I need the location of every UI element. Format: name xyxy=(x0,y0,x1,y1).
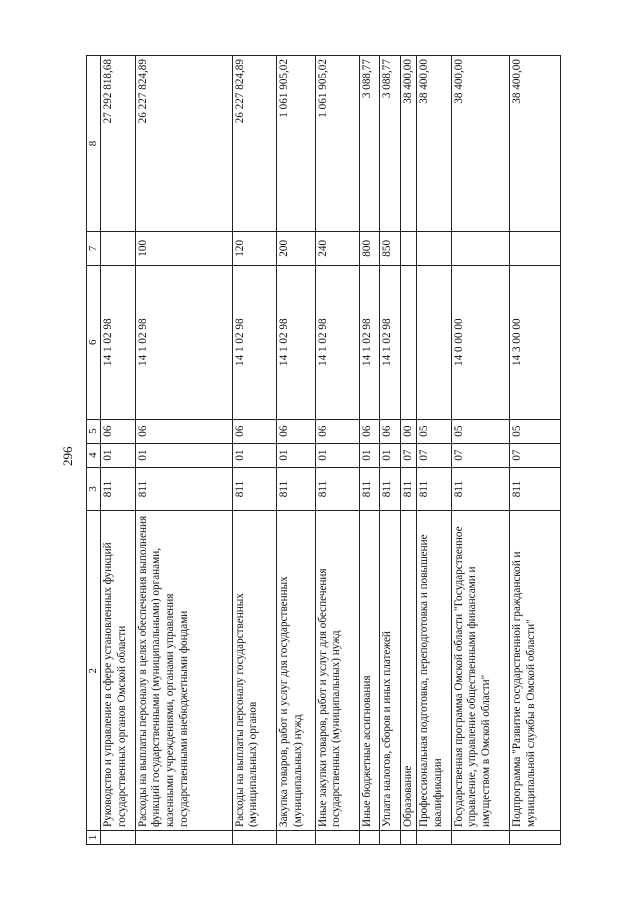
table-cell-c5: 06 xyxy=(277,419,315,443)
table-cell-c1 xyxy=(510,831,561,845)
table-cell-c6: 14 1 02 98 xyxy=(232,265,276,419)
table-cell-c7: 800 xyxy=(360,231,380,265)
table-cell-c4: 01 xyxy=(380,443,400,467)
table-cell-c5: 06 xyxy=(360,419,380,443)
table-cell-c4: 01 xyxy=(360,443,380,467)
table-row xyxy=(417,56,451,845)
table-cell-c6: 14 1 02 98 xyxy=(360,265,380,419)
table-cell-c3: 811 xyxy=(400,467,417,511)
table-cell-c8: 26 227 824,89 xyxy=(232,56,276,232)
table-cell-name: Расходы на выплаты персоналу государственных (муниципальных) органов xyxy=(232,511,276,831)
table-row xyxy=(510,56,561,845)
table-cell-c6: 14 1 02 98 xyxy=(277,265,315,419)
table-cell-c7: 100 xyxy=(135,231,232,265)
table-cell-c5: 00 xyxy=(400,419,417,443)
column-header: 4 xyxy=(87,443,101,467)
table-cell-c3: 811 xyxy=(232,467,276,511)
column-header: 7 xyxy=(87,231,101,265)
column-header: 2 xyxy=(87,511,101,831)
table-cell-c3: 811 xyxy=(510,467,561,511)
table-cell-c7: 240 xyxy=(315,231,359,265)
budget-table xyxy=(86,55,561,845)
table-cell-c6 xyxy=(400,265,417,419)
table-body xyxy=(101,56,561,845)
table-row xyxy=(451,56,510,845)
table-cell-c8: 38 400,00 xyxy=(451,56,510,232)
table-cell-c8: 1 061 905,02 xyxy=(277,56,315,232)
table-cell-c7: 120 xyxy=(232,231,276,265)
table-row xyxy=(277,56,315,845)
column-header: 1 xyxy=(87,831,101,845)
table-cell-c5: 06 xyxy=(101,419,135,443)
table-cell-c3: 811 xyxy=(380,467,400,511)
rotated-page xyxy=(86,55,561,845)
table-cell-c1 xyxy=(277,831,315,845)
column-header: 6 xyxy=(87,265,101,419)
table-cell-c1 xyxy=(380,831,400,845)
table-cell-c8: 38 400,00 xyxy=(417,56,451,232)
table-row xyxy=(101,56,135,845)
table-cell-name: Закупка товаров, работ и услуг для государственных (муниципальных) нужд xyxy=(277,511,315,831)
table-row xyxy=(400,56,417,845)
table-cell-c5: 06 xyxy=(380,419,400,443)
table-cell-c4: 01 xyxy=(135,443,232,467)
table-cell-c1 xyxy=(232,831,276,845)
table-cell-c1 xyxy=(417,831,451,845)
table-row xyxy=(135,56,232,845)
table-cell-c7 xyxy=(451,231,510,265)
table-cell-name: Расходы на выплаты персоналу в целях обеспечения выполнения функций государственными (муниципальными) органами, казенными учреждениями, органами управления государственными внебюджетными фондами xyxy=(135,511,232,831)
table-cell-c5: 06 xyxy=(232,419,276,443)
table-cell-name: Образование xyxy=(400,511,417,831)
table-cell-name: Государственная программа Омской области "Государственное управление, управление общественными финансами и имуществом в Омской области" xyxy=(451,511,510,831)
table-cell-c8: 26 227 824,89 xyxy=(135,56,232,232)
table-cell-name: Руководство и управление в сфере установленных функций государственных органов Омской области xyxy=(101,511,135,831)
table-cell-c7 xyxy=(101,231,135,265)
table-cell-c8: 3 088,77 xyxy=(380,56,400,232)
table-cell-c5: 05 xyxy=(451,419,510,443)
table-cell-c6: 14 0 00 00 xyxy=(451,265,510,419)
table-cell-c7 xyxy=(400,231,417,265)
table-cell-c6 xyxy=(417,265,451,419)
table-cell-c3: 811 xyxy=(451,467,510,511)
table-cell-name: Иные закупки товаров, работ и услуг для обеспечения государственных (муниципальных) нужд xyxy=(315,511,359,831)
table-cell-c4: 07 xyxy=(417,443,451,467)
table-cell-c5: 05 xyxy=(417,419,451,443)
table-cell-c1 xyxy=(451,831,510,845)
table-cell-c1 xyxy=(101,831,135,845)
table-cell-name: Уплата налогов, сборов и иных платежей xyxy=(380,511,400,831)
column-header: 5 xyxy=(87,419,101,443)
table-cell-c1 xyxy=(135,831,232,845)
table-cell-c6: 14 1 02 98 xyxy=(135,265,232,419)
table-cell-c1 xyxy=(315,831,359,845)
table-cell-c7: 850 xyxy=(380,231,400,265)
table-cell-c5: 06 xyxy=(135,419,232,443)
table-cell-c3: 811 xyxy=(101,467,135,511)
table-row xyxy=(232,56,276,845)
table-cell-c4: 07 xyxy=(451,443,510,467)
table-cell-c4: 01 xyxy=(315,443,359,467)
table-cell-c8: 1 061 905,02 xyxy=(315,56,359,232)
table-cell-name: Профессиональная подготовка, переподготовка и повышение квалификации xyxy=(417,511,451,831)
table-cell-c4: 01 xyxy=(101,443,135,467)
table-cell-c7: 200 xyxy=(277,231,315,265)
table-cell-c6: 14 1 02 98 xyxy=(315,265,359,419)
table-cell-name: Иные бюджетные ассигнования xyxy=(360,511,380,831)
table-cell-c3: 811 xyxy=(315,467,359,511)
table-cell-c3: 811 xyxy=(135,467,232,511)
table-cell-c6: 14 1 02 98 xyxy=(380,265,400,419)
table-cell-c5: 05 xyxy=(510,419,561,443)
table-cell-c4: 07 xyxy=(510,443,561,467)
table-header-row xyxy=(87,56,101,845)
table-cell-c7 xyxy=(510,231,561,265)
table-cell-c3: 811 xyxy=(417,467,451,511)
table-cell-c6: 14 3 00 00 xyxy=(510,265,561,419)
column-header: 8 xyxy=(87,56,101,232)
table-row xyxy=(315,56,359,845)
table-cell-name: Подпрограмма "Развитие государственной гражданской и муниципальной службы в Омской области" xyxy=(510,511,561,831)
table-cell-c8: 3 088,77 xyxy=(360,56,380,232)
table-cell-c4: 01 xyxy=(277,443,315,467)
table-cell-c3: 811 xyxy=(360,467,380,511)
table-cell-c4: 07 xyxy=(400,443,417,467)
table-cell-c8: 27 292 818,68 xyxy=(101,56,135,232)
table-cell-c8: 38 400,00 xyxy=(400,56,417,232)
table-cell-c1 xyxy=(360,831,380,845)
page-number: 296 xyxy=(60,446,75,466)
table-cell-c5: 06 xyxy=(315,419,359,443)
column-header: 3 xyxy=(87,467,101,511)
table-row xyxy=(380,56,400,845)
table-cell-c7 xyxy=(417,231,451,265)
table-cell-c4: 01 xyxy=(232,443,276,467)
table-cell-c6: 14 1 02 98 xyxy=(101,265,135,419)
table-cell-c1 xyxy=(400,831,417,845)
table-cell-c8: 38 400,00 xyxy=(510,56,561,232)
table-cell-c3: 811 xyxy=(277,467,315,511)
table-row xyxy=(360,56,380,845)
